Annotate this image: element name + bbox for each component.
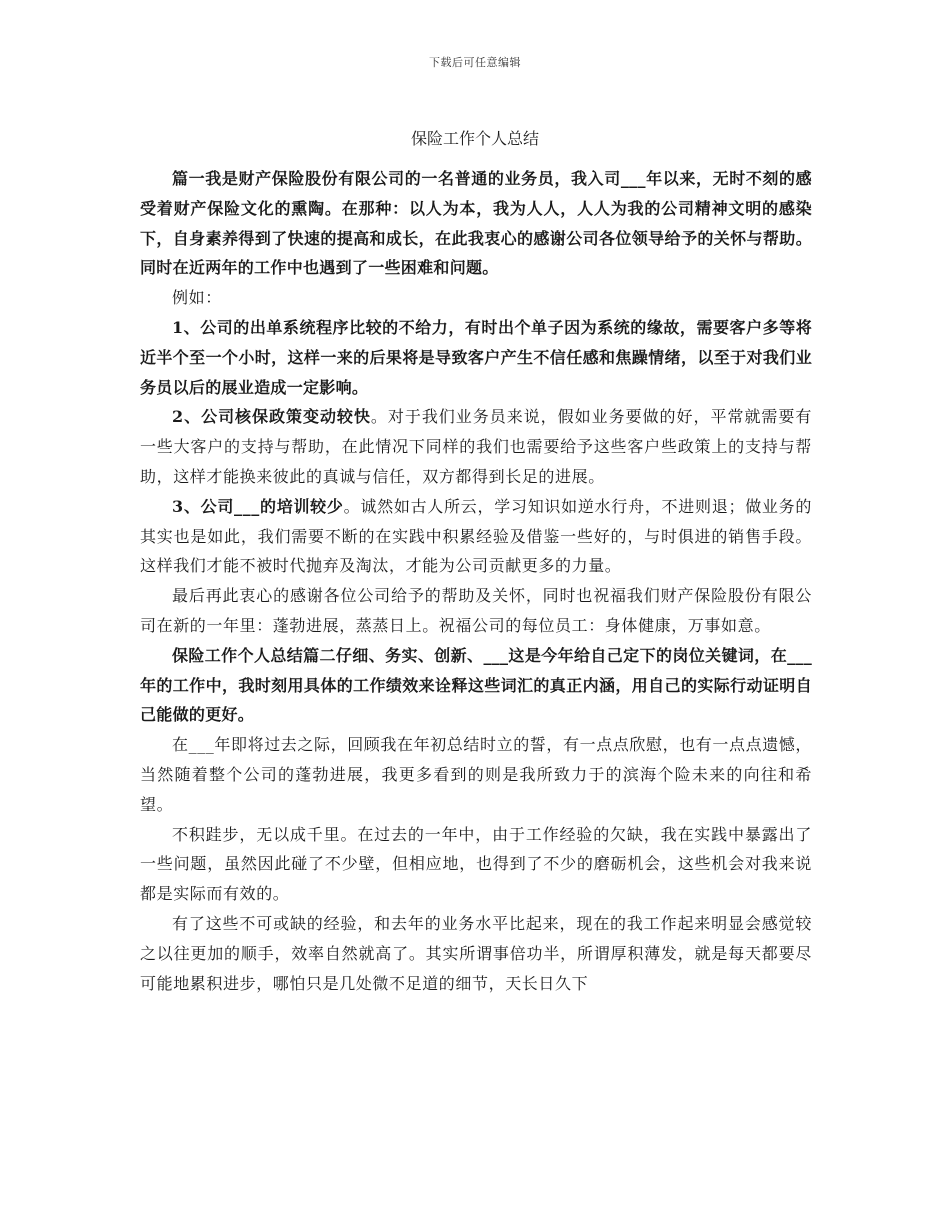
paragraph-3: 1、公司的出单系统程序比较的不给力，有时出个单子因为系统的缘故，需要客户多等将近半个至一个小时，这样一来的后果将是导致客户产生不信任感和焦躁情绪，以至于对我们业务员以后的展业造成一定影响。 bbox=[140, 317, 812, 397]
paragraph-4 bbox=[140, 402, 812, 491]
paragraph-5-text: 。诚然如古人所云，学习知识如逆水行舟，不进则退；做业务的其实也是如此，我们需要不断的在实践中积累经验及借鉴一些好的，与时俱进的销售手段。这样我们才能不被时代抛弃及淘汰，才能为公司贡献更多的力量。 bbox=[140, 496, 812, 576]
header-note: 下载后可任意编辑 bbox=[429, 56, 521, 69]
paragraph-4-text: 。对于我们业务员来说，假如业务要做的好，平常就需要有一些大客户的支持与帮助，在此情况下同样的我们也需要给予这些客户些政策上的支持与帮助，这样才能换来彼此的真诚与信任，双方都得到长足的进展。 bbox=[140, 407, 812, 486]
paragraph-6: 最后再此衷心的感谢各位公司给予的帮助及关怀，同时也祝福我们财产保险股份有限公司在新的一年里：蓬勃进展，蒸蒸日上。祝福公司的每位员工：身体健康，万事如意。 bbox=[140, 586, 812, 635]
paragraph-5 bbox=[140, 492, 812, 581]
paragraph-4-lead: 2、公司核保政策变动较快 bbox=[172, 407, 371, 427]
paragraph-10: 有了这些不可或缺的经验，和去年的业务水平比起来，现在的我工作起来明显会感觉较之以往更加的顺手，效率自然就高了。其实所谓事倍功半，所谓厚积薄发，就是每天都要尽可能地累积进步，哪怕只是几处微不足道的细节，天长日久下 bbox=[140, 913, 812, 993]
paragraph-9: 不积跬步，无以成千里。在过去的一年中，由于工作经验的欠缺，我在实践中暴露出了一些问题，虽然因此碰了不少壁，但相应地，也得到了不少的磨砺机会，这些机会对我来说都是实际而有效的。 bbox=[140, 824, 812, 904]
paragraph-7: 保险工作个人总结篇二仔细、务实、创新、___这是今年给自己定下的岗位关键词，在___年的工作中，我时刻用具体的工作绩效来诠释这些词汇的真正内涵，用自己的实际行动证明自己能做的更好。 bbox=[140, 645, 812, 725]
document-body bbox=[140, 164, 812, 998]
paragraph-8: 在___年即将过去之际，回顾我在年初总结时立的誓，有一点点欣慰，也有一点点遗憾，当然随着整个公司的蓬勃进展，我更多看到的则是我所致力于的滨海个险未来的向往和希望。 bbox=[140, 735, 813, 814]
paragraph-2: 例如： bbox=[172, 288, 222, 308]
paragraph-1: 篇一我是财产保险股份有限公司的一名普通的业务员，我入司___年以来，无时不刻的感受着财产保险文化的熏陶。在那种：以人为本，我为人人，人人为我的公司精神文明的感染下，自身素养得到了快速的提高和成长，在此我衷心的感谢公司各位领导给予的关怀与帮助。同时在近两年的工作中也遇到了一些困难和问题。 bbox=[140, 169, 812, 278]
paragraph-5-lead: 3、公司___的培训较少 bbox=[172, 496, 344, 516]
page-title: 保险工作个人总结 bbox=[410, 129, 539, 148]
